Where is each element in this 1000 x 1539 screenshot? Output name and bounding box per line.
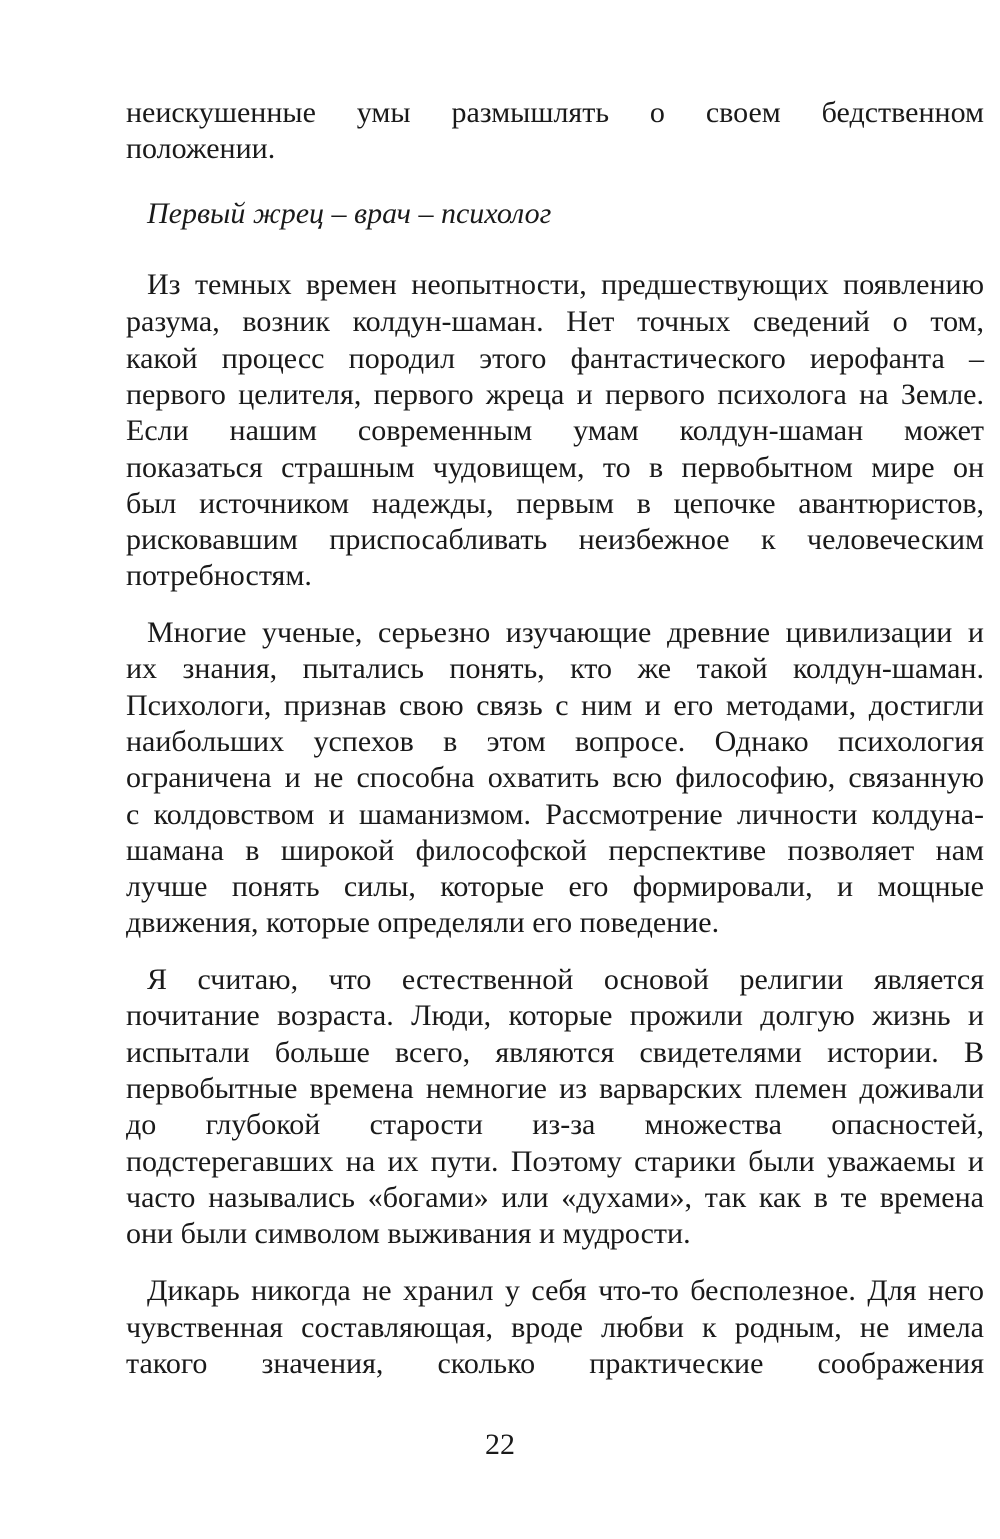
text-line: шамана в широкой философской перспективе позволяет нам bbox=[126, 834, 984, 867]
text-line: разума, возник колдун-шаман. Нет точных сведений о том, bbox=[126, 305, 984, 338]
text-line: подстерегавших на их пути. Поэтому старики были уважаемы и bbox=[126, 1145, 984, 1178]
text-line: лучше понять силы, которые его формировали, и мощные bbox=[126, 870, 984, 903]
text-line: ограничена и не способна охватить всю философию, связанную bbox=[126, 761, 984, 794]
text-line: Дикарь никогда не хранил у себя что-то бесполезное. Для него bbox=[147, 1274, 984, 1307]
text-line: первобытные времена немногие из варварских племен доживали bbox=[126, 1072, 984, 1105]
text-line: часто назывались «богами» или «духами», так как в те времена bbox=[126, 1181, 984, 1214]
text-line: Если нашим современным умам колдун-шаман может bbox=[126, 414, 984, 447]
text-line: рисковавшим приспосабливать неизбежное к человеческим bbox=[126, 523, 984, 556]
text-line: такого значения, сколько практические соображения bbox=[126, 1347, 984, 1380]
text-line: чувственная составляющая, вроде любви к родным, не имела bbox=[126, 1311, 984, 1344]
text-line: до глубокой старости из-за множества опасностей, bbox=[126, 1108, 984, 1141]
text-line: испытали больше всего, являются свидетелями истории. В bbox=[126, 1036, 984, 1069]
page-number: 22 bbox=[485, 1428, 515, 1461]
section-heading: Первый жрец – врач – психолог bbox=[147, 197, 552, 230]
text-line: движения, которые определяли его поведение. bbox=[126, 906, 720, 939]
text-line: неискушенные умы размышлять о своем бедственном bbox=[126, 96, 984, 129]
text-line: показаться страшным чудовищем, то в первобытном мире он bbox=[126, 451, 984, 484]
text-line: они были символом выживания и мудрости. bbox=[126, 1217, 691, 1250]
text-line: Из темных времен неопытности, предшествующих появлению bbox=[147, 268, 984, 301]
text-line: Многие ученые, серьезно изучающие древние цивилизации и bbox=[147, 616, 984, 649]
text-line: был источником надежды, первым в цепочке авантюристов, bbox=[126, 487, 984, 520]
text-line: Я считаю, что естественной основой религии является bbox=[147, 963, 984, 996]
text-line: какой процесс породил этого фантастического иерофанта – bbox=[126, 342, 984, 375]
text-line: Психологи, признав свою связь с ним и его методами, достигли bbox=[126, 689, 984, 722]
text-line: их знания, пытались понять, кто же такой колдун-шаман. bbox=[126, 652, 984, 685]
text-line: первого целителя, первого жреца и первого психолога на Земле. bbox=[126, 378, 984, 411]
text-line: наибольших успехов в этом вопросе. Однако психология bbox=[126, 725, 984, 758]
text-line: с колдовством и шаманизмом. Рассмотрение личности колдуна- bbox=[126, 798, 984, 831]
text-line: положении. bbox=[126, 132, 276, 165]
text-line: почитание возраста. Люди, которые прожили долгую жизнь и bbox=[126, 999, 984, 1032]
text-line: потребностям. bbox=[126, 559, 312, 592]
